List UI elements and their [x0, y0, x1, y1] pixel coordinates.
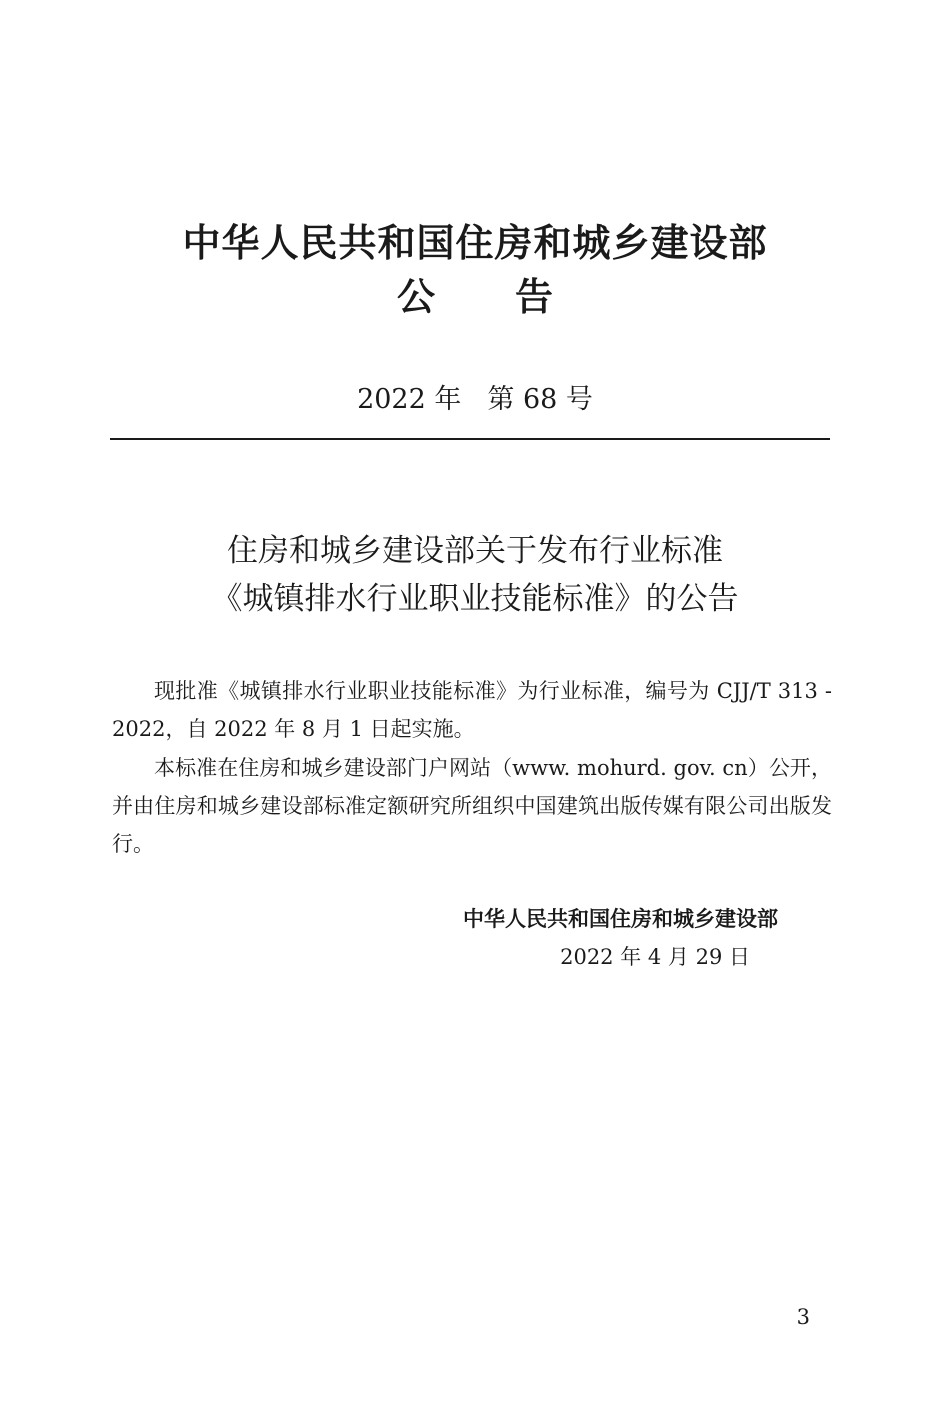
notice-year: 2022 年: [357, 384, 462, 415]
notice-serial: 第 68 号: [487, 384, 593, 415]
body-paragraph-1: 现批准《城镇排水行业职业技能标准》为行业标准，编号为 CJJ/T 313 - 2022，自 2022 年 8 月 1 日起实施。: [112, 679, 832, 741]
notice-char-1: 公: [396, 275, 435, 319]
document-title-line-2: 《城镇排水行业职业技能标准》的公告: [211, 581, 739, 617]
notice-char-2: 告: [515, 275, 554, 319]
issuer-heading: 中华人民共和国住房和城乡建设部: [182, 221, 768, 265]
notice-number: [0, 380, 950, 420]
header-divider: [110, 438, 830, 440]
notice-heading: [0, 272, 950, 322]
body-paragraph-2: 本标准在住房和城乡建设部门户网站（www. mohurd. gov. cn）公开，并由住房和城乡建设部标准定额研究所组织中国建筑出版传媒有限公司出版发行。: [112, 756, 832, 856]
signature-organization: 中华人民共和国住房和城乡建设部: [463, 907, 778, 931]
document-title: [0, 527, 950, 623]
page-number: 3: [796, 1305, 810, 1329]
signature-date: 2022 年 4 月 29 日: [560, 945, 750, 969]
document-title-line-1: 住房和城乡建设部关于发布行业标准: [227, 533, 723, 569]
